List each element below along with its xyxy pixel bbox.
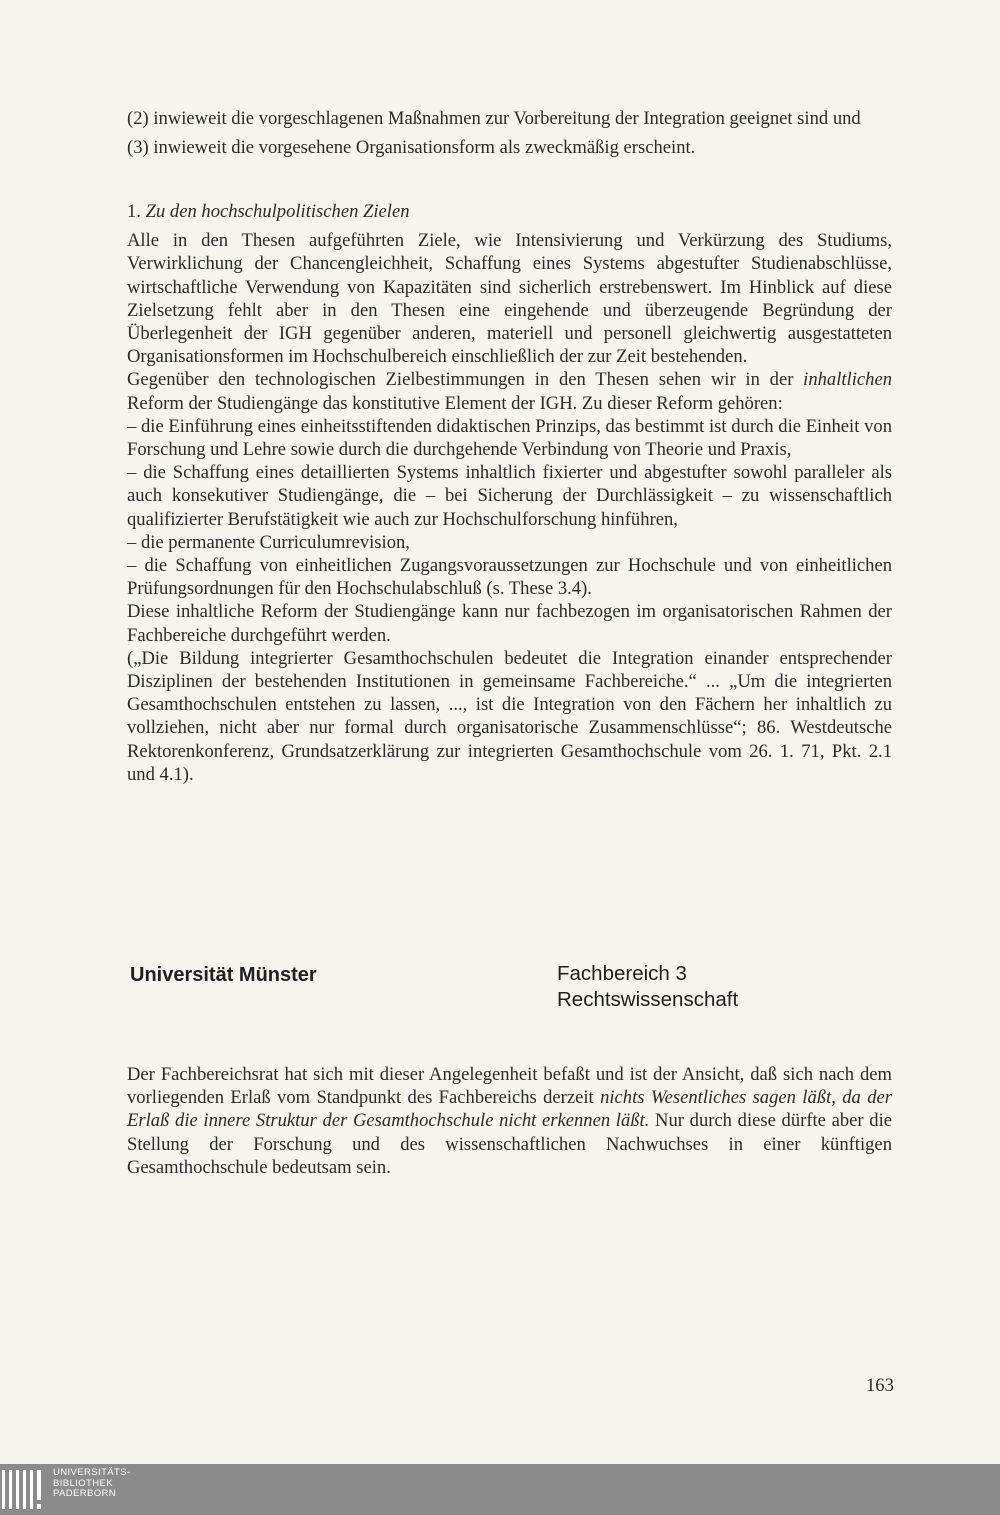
section-1-paragraph-2 [127, 368, 892, 414]
reform-list-item-3: – die permanente Curriculumrevision, [127, 531, 410, 553]
intro-item-2: (2) inwieweit die vorgeschlagenen Maßnahmen zur Vorbereitung der Integration geeignet sind und [127, 108, 861, 129]
section-hochschulpolitische-ziele [127, 200, 892, 786]
library-name [53, 1468, 131, 1500]
paragraph-2-text-b: Reform der Studiengänge das konstitutive Element der IGH. Zu dieser Reform gehören: [127, 392, 783, 414]
library-name-line-2: BIBLIOTHEK [53, 1477, 113, 1489]
muenster-text-a: Der Fachbereichsrat hat sich mit dieser Angelegenheit befaßt und ist der Ansicht, daß sich nach dem vorliegenden Erlaß vom Standpunkt des Fachbereichs derzeit [127, 1064, 892, 1109]
muenster-paragraph [127, 1063, 892, 1179]
paragraph-2-text-a: Gegenüber den technologischen Zielbestimmungen in den Thesen sehen wir in der [127, 369, 804, 391]
library-footer [0, 1464, 1000, 1515]
faculty-heading [557, 961, 738, 1013]
section-muenster-statement [127, 1063, 892, 1179]
faculty-name: Rechtswissenschaft [557, 988, 739, 1011]
page-number: 163 [866, 1375, 894, 1396]
library-name-line-3: PADERBORN [53, 1488, 117, 1499]
section-1-paragraph-3: Diese inhaltliche Reform der Studiengänge kann nur fachbezogen im organisatorischen Rahmen der Fachbereiche durchgeführt werden. [127, 601, 892, 646]
paragraph-2-emphasis: inhaltlichen [803, 369, 892, 391]
section-1-title: Zu den hochschulpolitischen Zielen [145, 201, 410, 222]
muenster-emphasis: nichts Wesentliches sagen läßt, da der Erlaß die innere Struktur der Gesamthochschule nicht erkennen läßt. [127, 1087, 892, 1132]
intro-block [127, 107, 892, 159]
muenster-text-b: Nur durch diese dürfte aber die Stellung der Forschung und des wissenschaftlichen Nachwuchses in einer künftigen Gesamthochschule bedeutsam sein. [127, 1110, 892, 1178]
reform-list-item-1: – die Einführung eines einheitsstiftenden didaktischen Prinzips, das bestimmt ist durch die Einheit von Forschung und Lehre sowie durch die durchgehende Verbindung von Theorie und Praxis, [127, 415, 892, 461]
section-1-heading [127, 200, 892, 223]
reform-list-item-4: – die Schaffung von einheitlichen Zugangsvoraussetzungen zur Hochschule und von einheitlichen Prüfungsordnungen für den Hochschulabschluß (s. These 3.4). [127, 555, 892, 600]
faculty-number: Fachbereich 3 [557, 962, 687, 985]
section-1-paragraph-1: Alle in den Thesen aufgeführten Ziele, wie Intensivierung und Verkürzung des Studiums, Verwirklichung der Chancengleichheit, Schaffung eines Systems abgestufter Studienabschlüsse, wirtschaftliche Verwendung von Kapazitäten sind sicherlich erstrebenswert. Im Hinblick auf diese Zielsetzung fehlt aber in den Thesen eine eingehende und überzeugende Begründung der Überlegenheit der IGH gegenüber anderen, materiell und personell gleichwertig ausgestatteten Organisationsformen im Hochschulbereich einschließlich der zur Zeit bestehenden. [127, 230, 892, 368]
intro-item-3: (3) inwieweit die vorgesehene Organisationsform als zweckmäßig erscheint. [127, 137, 696, 159]
library-logo-icon [0, 1468, 48, 1511]
reform-list-item-2: – die Schaffung eines detaillierten Systems inhaltlich fixierter und abgestufter sowohl paralleler als auch konsekutiver Studiengänge, die – bei Sicherung der Durchlässigkeit – zu wissenschaftlich qualifizierter Berufstätigkeit wie auch zur Hochschulforschung hinführen, [127, 462, 892, 530]
university-heading: Universität Münster [130, 964, 317, 986]
section-1-quote-paragraph: („Die Bildung integrierter Gesamthochschulen bedeutet die Integration einander entsprechender Disziplinen der bestehenden Institutionen in gemeinsame Fachbereiche.“ ... „Um die integrierten Gesamthochschulen entstehen zu lassen, ..., ist die Integration von den Fächern her inhaltlich zu vollziehen, nicht aber nur formal durch organisatorische Zusammenschlüsse“; 86. Westdeutsche Rektorenkonferenz, Grundsatzerklärung zur integrierten Gesamthochschule vom 26. 1. 71, Pkt. 2.1 und 4.1). [127, 647, 892, 785]
library-name-line-1: UNIVERSITÄTS- [53, 1467, 131, 1478]
section-1-number: 1. [127, 201, 141, 222]
